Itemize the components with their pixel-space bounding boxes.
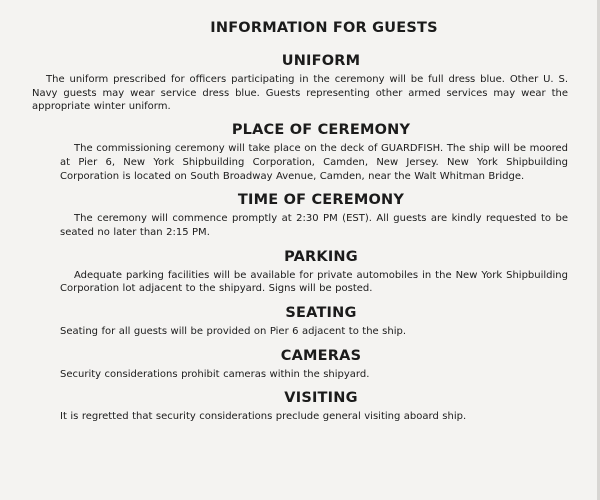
section-place-of-ceremony: [60, 121, 568, 183]
page-title: INFORMATION FOR GUESTS: [210, 20, 438, 36]
section-time-of-ceremony: [60, 191, 568, 239]
section-text-place-of-ceremony: The commissioning ceremony will take place on the deck of GUARDFISH. The ship will be moored at Pier 6, New York Shipbuilding Corporation, Camden, New Jersey. New York Shipbuilding Corporation is located on South Broadway Avenue, Camden, near the Walt Whitman Bridge.: [60, 143, 568, 182]
section-text-cameras: Security considerations prohibit cameras within the shipyard.: [60, 368, 370, 380]
section-parking: [60, 248, 568, 296]
section-heading-time-of-ceremony: TIME OF CEREMONY: [237, 192, 405, 209]
section-heading-cameras: CAMERAS: [280, 347, 362, 364]
section-visiting: [60, 389, 568, 424]
section-cameras: [60, 347, 568, 382]
section-text-seating: Seating for all guests will be provided on Pier 6 adjacent to the ship.: [60, 326, 407, 338]
section-seating: [60, 304, 568, 339]
section-text-visiting: It is regretted that security considerations preclude general visiting aboard ship.: [60, 411, 467, 423]
section-heading-visiting: VISITING: [284, 390, 358, 407]
section-heading-uniform: UNIFORM: [281, 53, 361, 69]
section-text-time-of-ceremony: The ceremony will commence promptly at 2:30 PM (EST). All guests are kindly requested to be seated no later than 2:15 PM.: [60, 213, 568, 238]
section-heading-parking: PARKING: [284, 248, 358, 265]
section-text-uniform: The uniform prescribed for officers participating in the ceremony will be full dress blue. Other U. S. Navy guests may wear service dress blue. Guests representing other armed services may wear the appropriate winter uniform.: [32, 74, 568, 113]
section-heading-place-of-ceremony: PLACE OF CEREMONY: [231, 122, 411, 139]
section-text-parking: Adequate parking facilities will be available for private automobiles in the New York Shipbuilding Corporation lot adjacent to the shipyard. Signs will be posted.: [60, 269, 568, 295]
section-uniform: [32, 52, 568, 114]
section-heading-seating: SEATING: [285, 305, 357, 322]
